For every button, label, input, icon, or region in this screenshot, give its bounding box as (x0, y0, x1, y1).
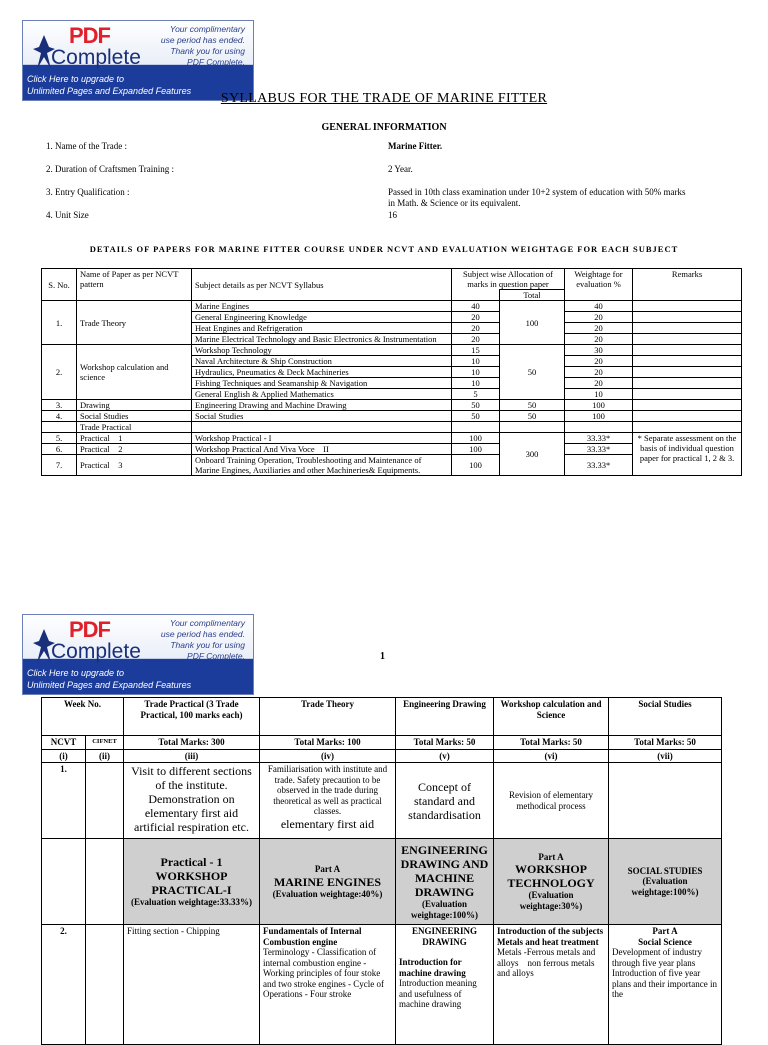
upgrade-banner-2[interactable] (22, 614, 254, 695)
week2-social-a: Part A (652, 926, 678, 936)
week1-workshop: Revision of elementary methodical process (494, 763, 609, 839)
remark-cell: * Separate assessment on the basis of individual question paper for practical 1, 2 & 3. (633, 433, 742, 476)
info-value-1: Marine Fitter. (388, 141, 443, 151)
sno-cell: 7. (42, 455, 77, 476)
weight-cell: 33.33* (565, 455, 633, 476)
total-marks-ed: Total Marks: 50 (396, 736, 494, 750)
banner-message: Your complimentary use period has ended. Thank you for using PDF Complete. (160, 618, 245, 661)
week1-theory-extra: elementary first aid (280, 816, 375, 831)
weight-cell: 33.33* (565, 444, 633, 455)
col-index: (v) (396, 749, 494, 763)
paper-cell: Workshop calculation and science (77, 345, 192, 400)
week2-workshop (494, 925, 609, 1045)
paper-cell: Social Studies (77, 411, 192, 422)
total-marks-tp: Total Marks: 300 (124, 736, 260, 750)
col-index: (i) (42, 749, 86, 763)
subject-cell: Workshop Technology (192, 345, 452, 356)
header-allocation: Subject wise Allocation of marks in question paper (452, 269, 565, 290)
info-value-4: 16 (388, 210, 397, 220)
weight-cell: 10 (565, 389, 633, 400)
weight-cell: 33.33* (565, 433, 633, 444)
section-tt-b: MARINE ENGINES (273, 874, 381, 889)
week1-trade-practical: Visit to different sections of the institute. Demonstration on elementary first aid artificial respiration etc. (124, 763, 260, 839)
page-number: 1 (380, 651, 385, 662)
weight-cell: 20 (565, 356, 633, 367)
col-index: (vii) (609, 749, 722, 763)
week2-drawing (396, 925, 494, 1045)
header-subject: Subject details as per NCVT Syllabus (192, 269, 452, 301)
col-index: (iii) (124, 749, 260, 763)
marks-cell: 20 (452, 334, 500, 345)
section-trade-practical (124, 839, 260, 925)
brand-bottom: Complete (51, 640, 141, 663)
section-wc-a: Part A (538, 851, 564, 862)
weight-cell: 40 (565, 301, 633, 312)
cifnet-label: CIFNET (86, 736, 124, 750)
subject-cell: General Engineering Knowledge (192, 312, 452, 323)
week2-workshop-head: Introduction of the subjects (497, 926, 604, 936)
week2-trade-practical: Fitting section - Chipping (124, 925, 260, 1045)
section-tt-a: Part A (314, 864, 341, 874)
subject-cell: Engineering Drawing and Machine Drawing (192, 400, 452, 411)
total-cell: 50 (500, 345, 565, 400)
week-1-row (42, 763, 722, 839)
week2-social-text: Development of industry through five year plans Introduction of five year plans and their importance in the (612, 947, 717, 999)
weight-cell: 100 (565, 411, 633, 422)
section-tp-c: (Evaluation weightage:33.33%) (131, 897, 252, 908)
header-sno: S. No. (42, 269, 77, 301)
marks-cell: 10 (452, 367, 500, 378)
paper-cell: Drawing (77, 400, 192, 411)
sno-cell: 6. (42, 444, 77, 455)
column-index-row (42, 749, 722, 763)
week2-workshop-text: Metals -Ferrous metals and alloys non ferrous metals and alloys (497, 947, 598, 978)
papers-heading: DETAILS OF PAPERS FOR MARINE FITTER COURSE UNDER NCVT AND EVALUATION WEIGHTAGE FOR EACH SUBJECT (89, 244, 679, 254)
banner-message: Your complimentary use period has ended. Thank you for using PDF Complete. (160, 24, 245, 67)
week2-social (609, 925, 722, 1045)
subject-cell: Marine Engines (192, 301, 452, 312)
week1-theory-text: Familiarisation with institute and trade. Safety precaution to be observed in the trade during theoretical as well as practical classes. (267, 764, 388, 816)
marks-cell: 20 (452, 312, 500, 323)
header-week: Week No. (42, 698, 124, 736)
subject-cell: Naval Architecture & Ship Construction (192, 356, 452, 367)
section-tp-b: WORKSHOP PRACTICAL-I (151, 869, 232, 898)
section-row (42, 839, 722, 925)
marks-cell: 50 (452, 411, 500, 422)
marks-cell: 5 (452, 389, 500, 400)
info-label-1: 1. Name of the Trade : (46, 141, 127, 151)
sno-cell: 1. (42, 301, 77, 345)
section-ss-c: (Evaluation weightage:100%) (631, 876, 699, 897)
weight-cell: 30 (565, 345, 633, 356)
section-ed-c: (Evaluation weightage:100%) (411, 899, 478, 920)
subject-cell: Onboard Training Operation, Troubleshooting and Maintenance of Marine Engines, Auxiliaries and other Machineries& Equipments. (192, 455, 452, 476)
total-cell: 50 (500, 400, 565, 411)
info-value-2: 2 Year. (388, 164, 413, 174)
weight-cell: 20 (565, 378, 633, 389)
ncvt-label: NCVT (42, 736, 86, 750)
week2-social-b: Social Science (638, 936, 692, 947)
section-trade-theory (260, 839, 396, 925)
week2-theory-text: Terminology - Classification of internal combustion engine - Working principles of four stoke and two stroke engines - Cycle of Operations - Four stroke (263, 947, 384, 999)
weight-cell: 20 (565, 367, 633, 378)
marks-cell: 10 (452, 356, 500, 367)
section-wc-c: (Evaluation weightage:30%) (519, 890, 583, 911)
section-wc-b: WORKSHOP TECHNOLOGY (507, 862, 595, 891)
table-row (42, 422, 742, 433)
table-row (42, 411, 742, 422)
total-cell: 100 (500, 301, 565, 345)
info-label-2: 2. Duration of Craftsmen Training : (46, 164, 174, 174)
header-drawing: Engineering Drawing (396, 698, 494, 736)
table-row (42, 433, 742, 444)
brand-top: PDF (69, 617, 110, 642)
total-marks-ss: Total Marks: 50 (609, 736, 722, 750)
week2-trade-theory (260, 925, 396, 1045)
header-remarks: Remarks (633, 269, 742, 301)
subject-cell: Marine Electrical Technology and Basic Electronics & Instrumentation (192, 334, 452, 345)
week1-drawing: Concept of standard and standardisation (396, 763, 494, 839)
subject-cell: Fishing Techniques and Seamanship & Navigation (192, 378, 452, 389)
week1-trade-theory (260, 763, 396, 839)
marks-row (42, 736, 722, 750)
header-trade-theory: Trade Theory (260, 698, 396, 736)
section-ed-a: ENGINEERING DRAWING AND MACHINE DRAWING (400, 843, 489, 899)
week2-drawing-text: Introduction meaning and usefulness of machine drawing (399, 978, 477, 1009)
info-label-3: 3. Entry Qualification : (46, 187, 130, 197)
brand-top: PDF (69, 23, 110, 48)
subject-cell: General English & Applied Mathematics (192, 389, 452, 400)
col-index: (vi) (494, 749, 609, 763)
header-weightage: Weightage for evaluation % (565, 269, 633, 301)
weight-cell: 20 (565, 323, 633, 334)
week-header-row (42, 698, 722, 736)
table-row (42, 301, 742, 312)
header-trade-practical: Trade Practical (3 Trade Practical, 100 marks each) (124, 698, 260, 736)
section-workshop (494, 839, 609, 925)
sno-cell: 4. (42, 411, 77, 422)
brand-bottom: Complete (51, 46, 141, 69)
header-paper: Name of Paper as per NCVT pattern (77, 269, 192, 301)
trade-practical-label: Trade Practical (77, 422, 192, 433)
table-row (42, 345, 742, 356)
subject-cell: Workshop Practical And Viva Voce II (192, 444, 452, 455)
paper-cell: Practical 2 (77, 444, 192, 455)
sno-cell: 2. (42, 345, 77, 400)
section-ss-a: SOCIAL STUDIES (627, 865, 703, 876)
marks-cell: 100 (452, 444, 500, 455)
marks-cell: 100 (452, 433, 500, 444)
week-table (41, 697, 722, 1045)
marks-cell: 40 (452, 301, 500, 312)
marks-cell: 20 (452, 323, 500, 334)
table-header-row (42, 269, 742, 290)
col-index: (ii) (86, 749, 124, 763)
sno-cell: 5. (42, 433, 77, 444)
section-social (609, 839, 722, 925)
total-cell: 300 (500, 433, 565, 476)
paper-cell: Practical 3 (77, 455, 192, 476)
total-cell: 50 (500, 411, 565, 422)
subject-cell: Workshop Practical - I (192, 433, 452, 444)
total-marks-wc: Total Marks: 50 (494, 736, 609, 750)
info-value-3: Passed in 10th class examination under 10+2 system of education with 50% marks in Math. & Science or its equivalent. (388, 187, 686, 208)
page-title: SYLLABUS FOR THE TRADE OF MARINE FITTER (220, 91, 548, 106)
marks-cell: 15 (452, 345, 500, 356)
col-index: (iv) (260, 749, 396, 763)
week-2-row (42, 925, 722, 1045)
info-label-4: 4. Unit Size (46, 210, 89, 220)
weight-cell: 100 (565, 400, 633, 411)
week2-workshop-sub: Metals and heat treatment (497, 936, 599, 947)
papers-table (41, 268, 742, 476)
upgrade-link[interactable]: Click Here to upgrade to Unlimited Pages and Expanded Features (27, 668, 192, 690)
weight-cell: 20 (565, 312, 633, 323)
total-marks-tt: Total Marks: 100 (260, 736, 396, 750)
section-drawing (396, 839, 494, 925)
week-number: 1. (42, 763, 86, 839)
upgrade-link[interactable]: Click Here to upgrade to Unlimited Pages and Expanded Features (27, 74, 192, 96)
table-row (42, 400, 742, 411)
header-workshop: Workshop calculation and Science (494, 698, 609, 736)
upgrade-banner[interactable] (22, 20, 254, 101)
week-number: 2. (42, 925, 86, 1045)
header-total: Total (500, 290, 565, 301)
sno-cell: 3. (42, 400, 77, 411)
weight-cell: 20 (565, 334, 633, 345)
subject-cell: Heat Engines and Refrigeration (192, 323, 452, 334)
paper-cell: Trade Theory (77, 301, 192, 345)
marks-cell: 10 (452, 378, 500, 389)
general-info-heading: GENERAL INFORMATION (321, 122, 447, 133)
week2-drawing-head: ENGINEERING DRAWING (411, 926, 477, 947)
paper-cell: Practical 1 (77, 433, 192, 444)
marks-cell: 100 (452, 455, 500, 476)
subject-cell: Hydraulics, Pneumatics & Deck Machineries (192, 367, 452, 378)
header-social: Social Studies (609, 698, 722, 736)
section-tt-c: (Evaluation weightage:40%) (272, 888, 383, 899)
subject-cell: Social Studies (192, 411, 452, 422)
section-tp-a: Practical - 1 (160, 855, 223, 870)
marks-cell: 50 (452, 400, 500, 411)
week2-drawing-sub: Introduction for machine drawing (399, 957, 466, 978)
week2-theory-head: Fundamentals of Internal Combustion engine (263, 926, 362, 947)
